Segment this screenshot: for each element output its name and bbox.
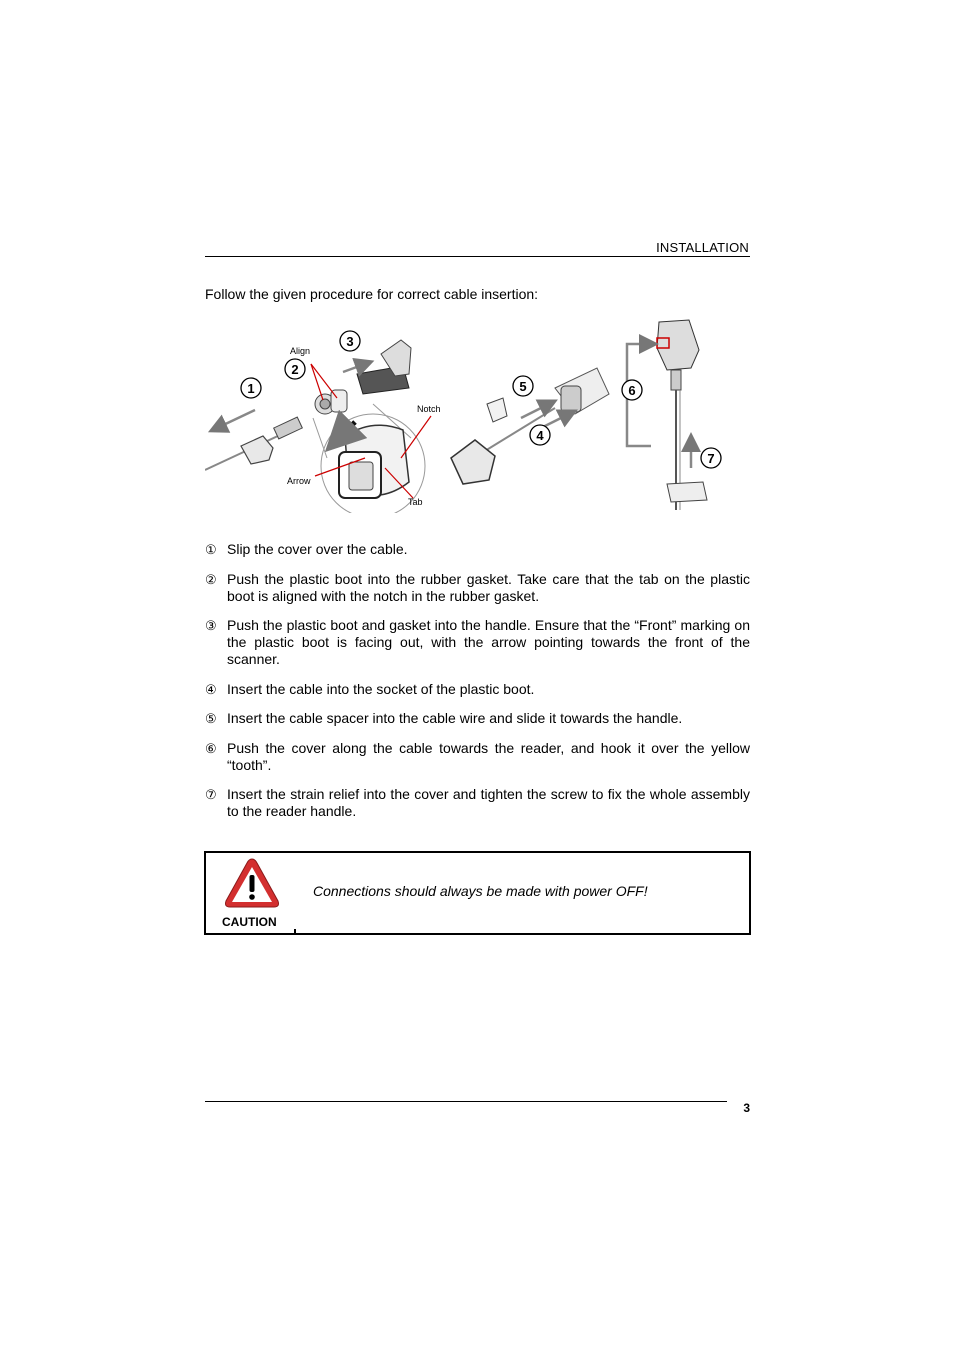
intro-paragraph: Follow the given procedure for correct cable insertion: [205,286,539,302]
step-marker-7 [701,448,721,468]
svg-text:7: 7 [707,451,715,466]
step-text: Push the plastic boot into the rubber gasket. Take care that the tab on the plastic boot is aligned with the notch in the rubber gasket. [227,570,750,604]
running-header: INSTALLATION [656,240,749,255]
step1-cover-drawing [205,410,302,470]
align-label: Align [290,346,311,356]
svg-text:6: 6 [628,383,636,398]
tab-label: Tab [408,497,423,507]
notch-label: Notch [417,404,441,414]
step-text: Push the plastic boot and gasket into the handle. Ensure that the “Front” marking on the plastic boot is facing out, with the arrow pointing towards the front of the scanner. [227,617,750,667]
svg-text:5: 5 [519,379,527,394]
arrow-label: Arrow [287,476,311,486]
step-text: Insert the strain relief into the cover and tighten the screw to fix the whole assembly to the reader handle. [227,786,750,819]
step-number: ④ [205,681,217,697]
cable-insertion-illustration [205,318,750,513]
step-number: ③ [205,618,217,633]
step-marker-2 [285,359,305,379]
step-marker-6 [622,380,642,400]
step6-7-drawing [627,320,707,510]
page-number: 3 [743,1101,750,1115]
step-marker-4 [530,425,550,445]
footer-rule [205,1101,727,1102]
step2-boot-drawing [311,364,347,414]
step-number: ⑤ [205,711,217,726]
step-text: Insert the cable spacer into the cable wire and slide it towards the handle. [227,710,683,726]
caution-text: Connections should always be made with power OFF! [313,883,648,899]
step-item [205,541,750,558]
step-item [205,740,750,774]
step-marker-5 [513,376,533,396]
warning-triangle-icon [222,855,282,911]
svg-text:2: 2 [291,362,299,377]
procedure-steps [205,541,750,833]
svg-text:1: 1 [247,381,255,396]
step-item [205,681,750,698]
step-number: ⑥ [205,740,217,756]
step-text: Insert the cable into the socket of the plastic boot. [227,680,535,697]
step-item [205,617,750,668]
step-number: ⑦ [205,787,217,802]
step-number: ① [205,542,217,557]
step-marker-1 [241,378,261,398]
caution-box [204,851,751,935]
step-item [205,786,750,820]
cable-insertion-figure [205,318,750,513]
step-item [205,571,750,605]
caution-label: CAUTION [222,915,277,929]
step-number: ② [205,571,217,587]
step-text: Push the cover along the cable towards the reader, and hook it over the yellow “tooth”. [227,739,750,773]
header-rule [205,256,750,257]
svg-text:4: 4 [536,428,544,443]
step-marker-3 [340,331,360,351]
step-item [205,710,750,727]
step-text: Slip the cover over the cable. [227,541,408,557]
caution-icon-cell [206,853,296,933]
svg-text:3: 3 [346,334,354,349]
